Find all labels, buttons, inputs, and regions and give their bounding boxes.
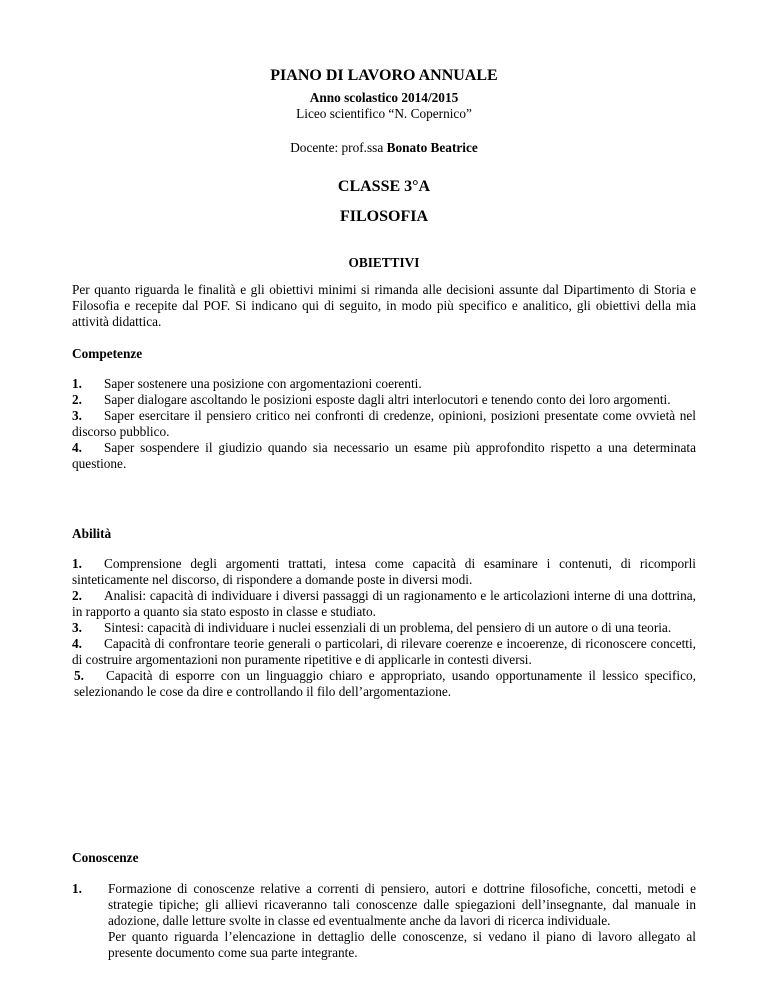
teacher-line bbox=[72, 140, 696, 156]
objectives-intro: Per quanto riguarda le finalità e gli obiettivi minimi si rimanda alle decisioni assunte dal Dipartimento di Storia e Filosofia e recepite dal POF. Si indicano qui di seguito, in modo più specifico e analitico, gli obiettivi della mia attività didattica. bbox=[72, 282, 696, 329]
competenze-list bbox=[72, 376, 696, 472]
item-text-continued: Per quanto riguarda l’elencazione in dettaglio delle conoscenze, si vedano il piano di lavoro allegato al presente documento come sua parte integrante. bbox=[108, 929, 696, 960]
list-item bbox=[72, 440, 696, 472]
item-text: Saper esercitare il pensiero critico nei confronti di credenze, opinioni, posizioni presentate come ovvietà nel discorso pubblico. bbox=[72, 408, 696, 439]
document-title: PIANO DI LAVORO ANNUALE bbox=[270, 67, 498, 84]
item-text: Capacità di esporre con un linguaggio chiaro e appropriato, usando opportunamente il lessico specifico, selezionando le cose da dire e controllando il filo dell’argomentazione. bbox=[74, 668, 696, 699]
item-number: 1. bbox=[72, 376, 82, 391]
objectives-heading: OBIETTIVI bbox=[348, 255, 420, 270]
teacher-prefix: Docente: prof.ssa bbox=[290, 140, 387, 155]
conoscenze-heading: Conoscenze bbox=[72, 850, 139, 865]
item-text: Capacità di confrontare teorie generali o particolari, di rilevare coerenze e incoerenze, di riconoscere concetti, di costruire argomentazioni non puramente ripetitive e di applicarle in contesti diversi. bbox=[72, 636, 696, 667]
item-number: 4. bbox=[72, 440, 82, 455]
list-item bbox=[72, 668, 696, 700]
list-item bbox=[72, 392, 696, 408]
abilita-list bbox=[72, 556, 696, 700]
item-text: Saper dialogare ascoltando le posizioni esposte dagli altri interlocutori e tenendo conto dei loro argomenti. bbox=[104, 392, 671, 407]
list-item bbox=[72, 556, 696, 588]
item-number: 3. bbox=[72, 408, 82, 423]
item-number: 1. bbox=[72, 556, 82, 571]
school-year: Anno scolastico 2014/2015 bbox=[309, 90, 459, 105]
item-text: Comprensione degli argomenti trattati, intesa come capacità di esaminare i contenuti, di ricomporli sinteticamente nel discorso, di rispondere a domande poste in diversi modi. bbox=[72, 556, 696, 587]
item-text: Formazione di conoscenze relative a correnti di pensiero, autori e dottrine filosofiche, concetti, metodi e strategie tipiche; gli allievi ricaveranno tali conoscenze dalle spiegazioni dell’insegnante, dal manuale in adozione, dalle letture svolte in classe ed eventualmente anche da lavori di ricerca individuale. bbox=[108, 881, 696, 928]
item-number: 3. bbox=[72, 620, 82, 635]
list-item bbox=[72, 636, 696, 668]
item-text: Saper sospendere il giudizio quando sia necessario un esame più approfondito rispetto a una determinata questione. bbox=[72, 440, 696, 471]
list-item bbox=[72, 588, 696, 620]
item-text: Analisi: capacità di individuare i diversi passaggi di un ragionamento e le articolazioni interne di una dottrina, in rapporto a quanto sia stato esposto in classe e studiato. bbox=[72, 588, 696, 619]
conoscenze-item bbox=[72, 881, 696, 961]
list-item bbox=[72, 376, 696, 392]
competenze-heading: Competenze bbox=[72, 346, 143, 361]
item-number: 1. bbox=[72, 881, 82, 896]
item-number: 2. bbox=[72, 588, 82, 603]
list-item bbox=[72, 620, 696, 636]
subject-title: FILOSOFIA bbox=[339, 208, 428, 225]
school-name: Liceo scientifico “N. Copernico” bbox=[296, 106, 472, 121]
list-item bbox=[72, 408, 696, 440]
item-number: 5. bbox=[74, 668, 84, 683]
item-number: 4. bbox=[72, 636, 82, 651]
class-title: CLASSE 3°A bbox=[337, 178, 431, 195]
item-number: 2. bbox=[72, 392, 82, 407]
abilita-heading: Abilità bbox=[72, 526, 112, 541]
teacher-name: Bonato Beatrice bbox=[386, 140, 478, 155]
item-text: Saper sostenere una posizione con argomentazioni coerenti. bbox=[104, 376, 422, 391]
item-text: Sintesi: capacità di individuare i nuclei essenziali di un problema, del pensiero di un autore o di una teoria. bbox=[104, 620, 672, 635]
